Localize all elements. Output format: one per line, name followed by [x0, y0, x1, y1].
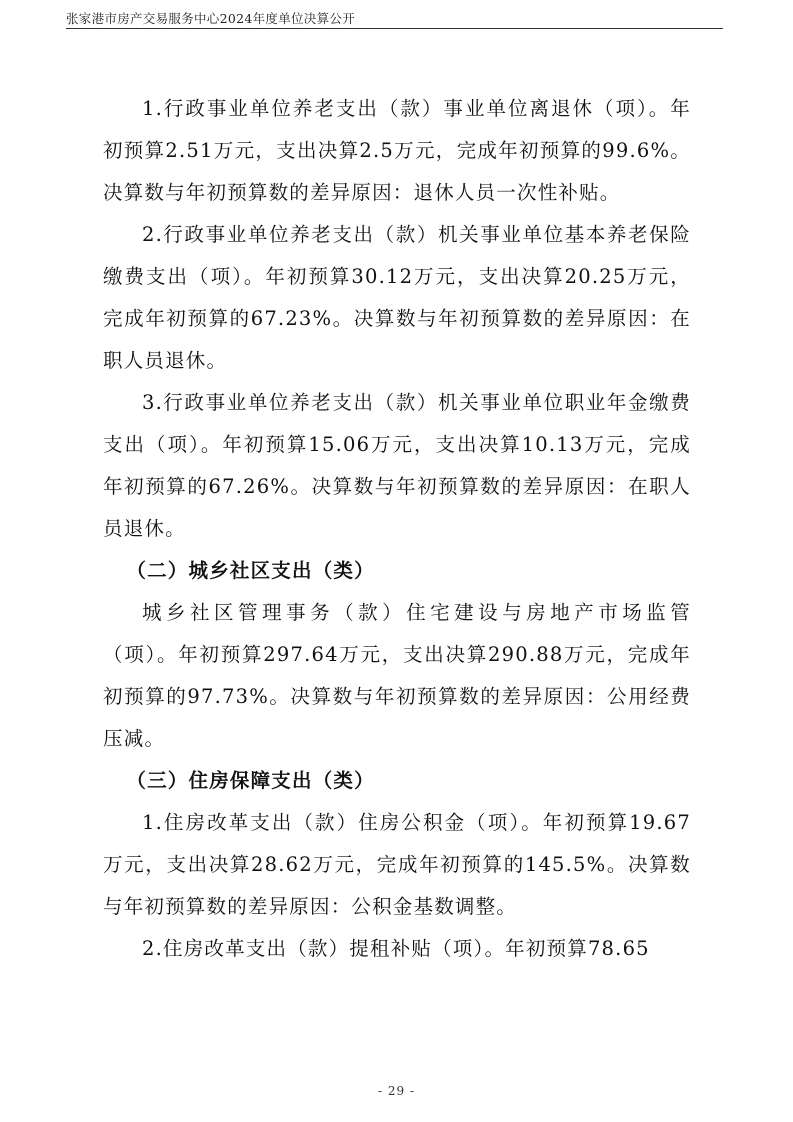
page-number: - 29 -: [377, 1084, 415, 1098]
paragraph-housing-provident-fund: 1.住房改革支出（款）住房公积金（项）。年初预算19.67万元，支出决算28.62万元，完成年初预算的145.5%。决算数与年初预算数的差异原因：公积金基数调整。: [103, 811, 691, 918]
header-divider: [66, 28, 723, 29]
running-header: 张家港市房产交易服务中心2024年度单位决算公开: [66, 11, 356, 26]
paragraph-pension-retirees: 1.行政事业单位养老支出（款）事业单位离退休（项）。年初预算2.51万元，支出决算2.5万元，完成年初预算的99.6%。决算数与年初预算数的差异原因：退休人员一次性补贴。: [103, 97, 691, 204]
section-heading-housing-security: （三）住房保障支出（类）: [126, 769, 375, 792]
section-heading-urban-rural: （二）城乡社区支出（类）: [126, 559, 375, 582]
paragraph-rent-subsidy: 2.住房改革支出（款）提租补贴（项）。年初预算78.65: [142, 937, 650, 960]
document-body: [103, 88, 691, 970]
paragraph-occupational-annuity: 3.行政事业单位养老支出（款）机关事业单位职业年金缴费支出（项）。年初预算15.06万元，支出决算10.13万元，完成年初预算的67.26%。决算数与年初预算数的差异原因：在职人员退休。: [103, 391, 691, 540]
paragraph-housing-market-supervision: 城乡社区管理事务（款）住宅建设与房地产市场监管（项）。年初预算297.64万元，支出决算290.88万元，完成年初预算的97.73%。决算数与年初预算数的差异原因：公用经费压减。: [103, 601, 691, 750]
paragraph-basic-pension-insurance: 2.行政事业单位养老支出（款）机关事业单位基本养老保险缴费支出（项）。年初预算30.12万元，支出决算20.25万元，完成年初预算的67.23%。决算数与年初预算数的差异原因：在职人员退休。: [103, 223, 691, 372]
